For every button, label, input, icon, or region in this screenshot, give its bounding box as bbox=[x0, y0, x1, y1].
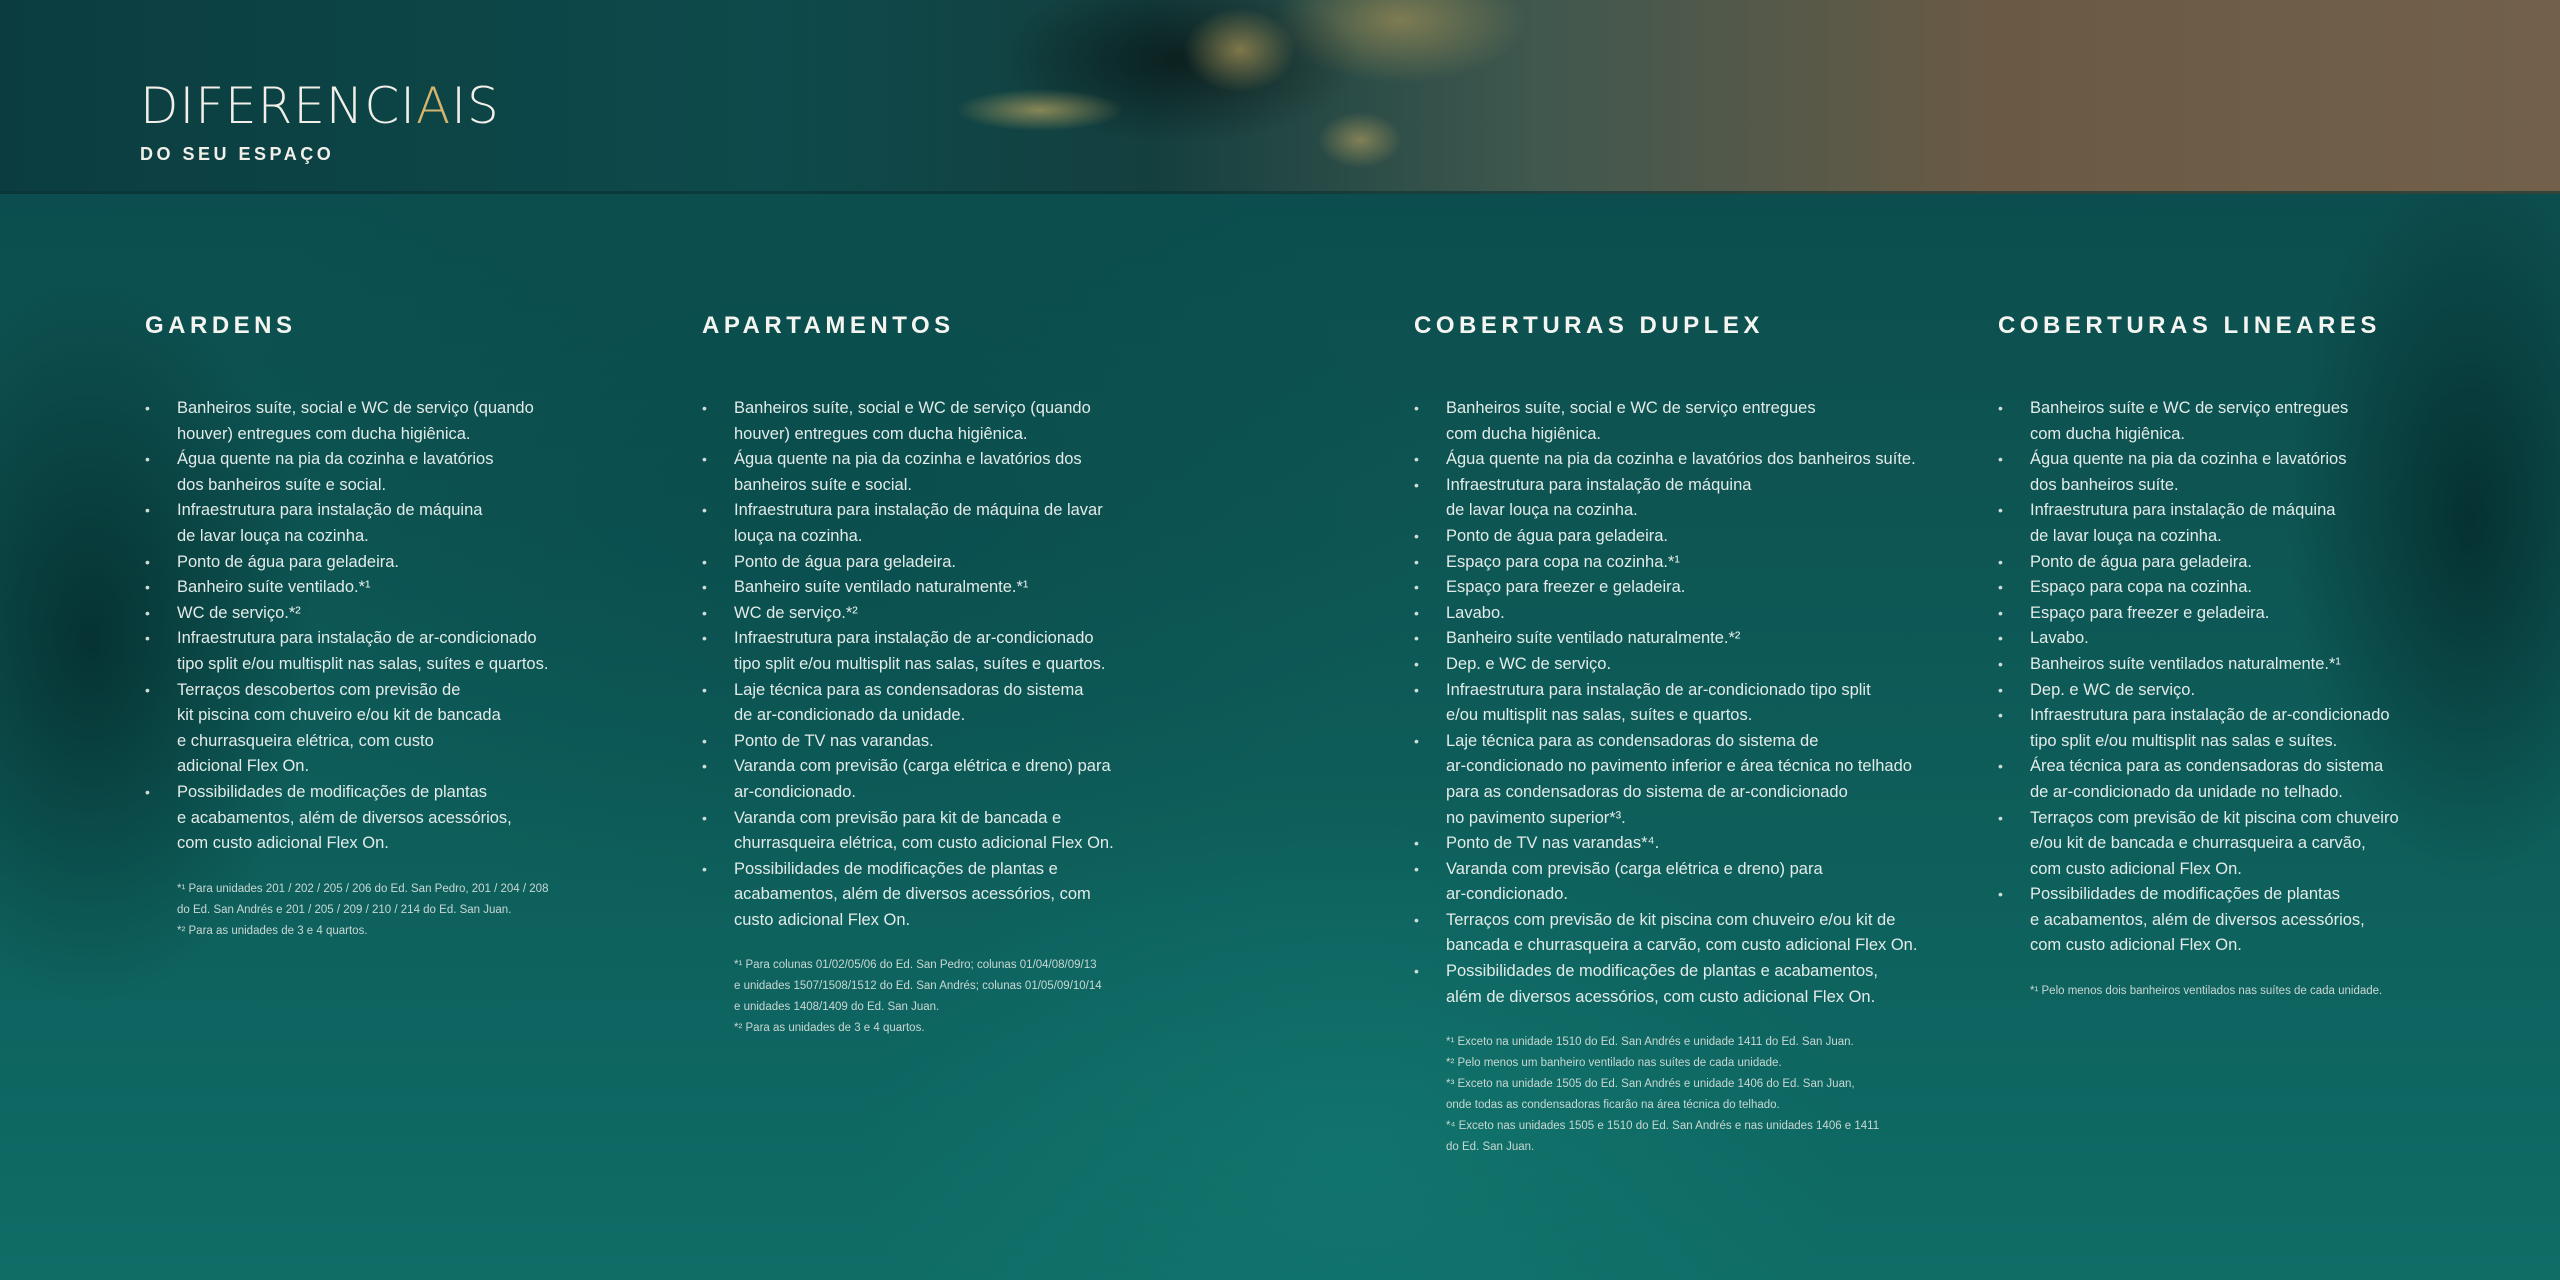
logo-subtitle: DO SEU ESPAÇO bbox=[140, 144, 335, 164]
feature-item: • Terraços com previsão de kit piscina com chuveiro e/ou kit de bancada e churrasqueira a carvão, com custo adicional Flex On. bbox=[1998, 806, 2468, 883]
feature-list bbox=[1998, 396, 2468, 959]
logo bbox=[140, 76, 500, 165]
footnote: *¹ Para unidades 201 / 202 / 205 / 206 do Ed. San Pedro, 201 / 204 / 208 do Ed. San Andrés e 201 / 205 / 209 / 210 / 214 do Ed. San Juan. bbox=[177, 882, 549, 916]
logo-title-accent: A bbox=[416, 77, 452, 135]
feature-item: • Infraestrutura para instalação de ar-condicionado tipo split e/ou multisplit nas salas e suítes. bbox=[1998, 703, 2468, 754]
feature-item: • WC de serviço.*² bbox=[702, 601, 1172, 627]
feature-item: • Ponto de água para geladeira. bbox=[1998, 550, 2468, 576]
footnote: *² Pelo menos um banheiro ventilado nas suítes de cada unidade. bbox=[1446, 1057, 1782, 1070]
footnotes bbox=[1414, 1032, 1984, 1158]
feature-item: • Possibilidades de modificações de plantas e acabamentos, além de diversos acessórios, com custo adicional Flex On. bbox=[702, 857, 1172, 934]
column-title: APARTAMENTOS bbox=[702, 312, 955, 339]
feature-item: • Terraços descobertos com previsão de kit piscina com chuveiro e/ou kit de bancada e churrasqueira elétrica, com custo adicional Flex On. bbox=[145, 678, 615, 780]
footnote: *⁴ Exceto nas unidades 1505 e 1510 do Ed. San Andrés e nas unidades 1406 e 1411 do Ed. San Juan. bbox=[1446, 1120, 1880, 1154]
feature-item: • Infraestrutura para instalação de máquina de lavar louça na cozinha. bbox=[1414, 473, 1984, 524]
footnotes bbox=[1998, 981, 2468, 1002]
footnote: *¹ Pelo menos dois banheiros ventilados nas suítes de cada unidade. bbox=[2030, 985, 2383, 998]
feature-item: • Laje técnica para as condensadoras do sistema de ar-condicionado da unidade. bbox=[702, 678, 1172, 729]
footnote: *² Para as unidades de 3 e 4 quartos. bbox=[734, 1022, 925, 1035]
feature-item: • Água quente na pia da cozinha e lavatórios dos banheiros suíte. bbox=[1998, 447, 2468, 498]
feature-item: • Varanda com previsão (carga elétrica e dreno) para ar-condicionado. bbox=[702, 754, 1172, 805]
feature-item: • Infraestrutura para instalação de ar-condicionado tipo split e/ou multisplit nas salas, suítes e quartos. bbox=[702, 626, 1172, 677]
feature-item: • Espaço para freezer e geladeira. bbox=[1998, 601, 2468, 627]
feature-item: • Espaço para freezer e geladeira. bbox=[1414, 575, 1984, 601]
feature-item: • Banheiros suíte e WC de serviço entregues com ducha higiênica. bbox=[1998, 396, 2468, 447]
feature-item: • Área técnica para as condensadoras do sistema de ar-condicionado da unidade no telhado. bbox=[1998, 754, 2468, 805]
feature-list bbox=[145, 396, 615, 857]
footnote: *³ Exceto na unidade 1505 do Ed. San Andrés e unidade 1406 do Ed. San Juan, onde todas as condensadoras ficarão na área técnica do telhado. bbox=[1446, 1078, 1855, 1112]
footnote: *¹ Para colunas 01/02/05/06 do Ed. San Pedro; colunas 01/04/08/09/13 e unidades 1507/1508/1512 do Ed. San Andrés; colunas 01/05/09/10/14 e unidades 1408/1409 do Ed. San Juan. bbox=[734, 959, 1102, 1014]
feature-item: • Banheiro suíte ventilado naturalmente.*¹ bbox=[702, 575, 1172, 601]
column-title: COBERTURAS LINEARES bbox=[1998, 312, 2381, 339]
feature-item: • WC de serviço.*² bbox=[145, 601, 615, 627]
feature-item: • Banheiros suíte ventilados naturalmente.*¹ bbox=[1998, 652, 2468, 678]
feature-item: • Laje técnica para as condensadoras do sistema de ar-condicionado no pavimento inferior e área técnica no telhado para as condensadoras do sistema de ar-condicionado no pavimento superior*³. bbox=[1414, 729, 1984, 831]
column-gardens bbox=[145, 310, 615, 942]
header-banner bbox=[0, 0, 2560, 194]
feature-item: • Ponto de água para geladeira. bbox=[1414, 524, 1984, 550]
column-coberturas-lineares bbox=[1998, 310, 2468, 1002]
feature-item: • Ponto de TV nas varandas. bbox=[702, 729, 1172, 755]
feature-item: • Banheiro suíte ventilado naturalmente.*² bbox=[1414, 626, 1984, 652]
footnote: *² Para as unidades de 3 e 4 quartos. bbox=[177, 924, 368, 937]
feature-item: • Banheiro suíte ventilado.*¹ bbox=[145, 575, 615, 601]
feature-item: • Água quente na pia da cozinha e lavatórios dos banheiros suíte e social. bbox=[145, 447, 615, 498]
feature-item: • Ponto de TV nas varandas*⁴. bbox=[1414, 831, 1984, 857]
feature-item: • Terraços com previsão de kit piscina com chuveiro e/ou kit de bancada e churrasqueira a carvão, com custo adicional Flex On. bbox=[1414, 908, 1984, 959]
feature-item: • Água quente na pia da cozinha e lavatórios dos banheiros suíte e social. bbox=[702, 447, 1172, 498]
feature-item: • Espaço para copa na cozinha.*¹ bbox=[1414, 550, 1984, 576]
column-title: COBERTURAS DUPLEX bbox=[1414, 312, 1764, 339]
feature-item: • Possibilidades de modificações de plantas e acabamentos, além de diversos acessórios, com custo adicional Flex On. bbox=[1998, 882, 2468, 959]
feature-item: • Infraestrutura para instalação de ar-condicionado tipo split e/ou multisplit nas salas, suítes e quartos. bbox=[1414, 678, 1984, 729]
feature-item: • Banheiros suíte, social e WC de serviço entregues com ducha higiênica. bbox=[1414, 396, 1984, 447]
feature-item: • Infraestrutura para instalação de máquina de lavar louça na cozinha. bbox=[702, 498, 1172, 549]
logo-title bbox=[140, 76, 500, 136]
footnotes bbox=[145, 879, 615, 942]
feature-item: • Ponto de água para geladeira. bbox=[145, 550, 615, 576]
logo-title-main: DIFERENCI bbox=[140, 77, 416, 135]
column-coberturas-duplex bbox=[1414, 310, 1984, 1158]
feature-item: • Possibilidades de modificações de plantas e acabamentos, além de diversos acessórios, com custo adicional Flex On. bbox=[145, 780, 615, 857]
feature-item: • Banheiros suíte, social e WC de serviço (quando houver) entregues com ducha higiênica. bbox=[145, 396, 615, 447]
feature-item: • Banheiros suíte, social e WC de serviço (quando houver) entregues com ducha higiênica. bbox=[702, 396, 1172, 447]
feature-item: • Possibilidades de modificações de plantas e acabamentos, além de diversos acessórios, com custo adicional Flex On. bbox=[1414, 959, 1984, 1010]
feature-item: • Espaço para copa na cozinha. bbox=[1998, 575, 2468, 601]
logo-title-end: IS bbox=[451, 77, 500, 135]
feature-item: • Água quente na pia da cozinha e lavatórios dos banheiros suíte. bbox=[1414, 447, 1984, 473]
feature-item: • Ponto de água para geladeira. bbox=[702, 550, 1172, 576]
marble-texture bbox=[820, 0, 1440, 194]
feature-list bbox=[702, 396, 1172, 933]
feature-item: • Infraestrutura para instalação de máquina de lavar louça na cozinha. bbox=[145, 498, 615, 549]
feature-item: • Varanda com previsão para kit de bancada e churrasqueira elétrica, com custo adicional Flex On. bbox=[702, 806, 1172, 857]
feature-item: • Lavabo. bbox=[1998, 626, 2468, 652]
feature-item: • Lavabo. bbox=[1414, 601, 1984, 627]
feature-item: • Varanda com previsão (carga elétrica e dreno) para ar-condicionado. bbox=[1414, 857, 1984, 908]
feature-list bbox=[1414, 396, 1984, 1010]
feature-item: • Dep. e WC de serviço. bbox=[1414, 652, 1984, 678]
feature-item: • Dep. e WC de serviço. bbox=[1998, 678, 2468, 704]
footnote: *¹ Exceto na unidade 1510 do Ed. San Andrés e unidade 1411 do Ed. San Juan. bbox=[1446, 1036, 1854, 1049]
column-apartamentos bbox=[702, 310, 1172, 1039]
feature-item: • Infraestrutura para instalação de ar-condicionado tipo split e/ou multisplit nas salas, suítes e quartos. bbox=[145, 626, 615, 677]
footnotes bbox=[702, 955, 1172, 1039]
feature-item: • Infraestrutura para instalação de máquina de lavar louça na cozinha. bbox=[1998, 498, 2468, 549]
column-title: GARDENS bbox=[145, 312, 297, 339]
